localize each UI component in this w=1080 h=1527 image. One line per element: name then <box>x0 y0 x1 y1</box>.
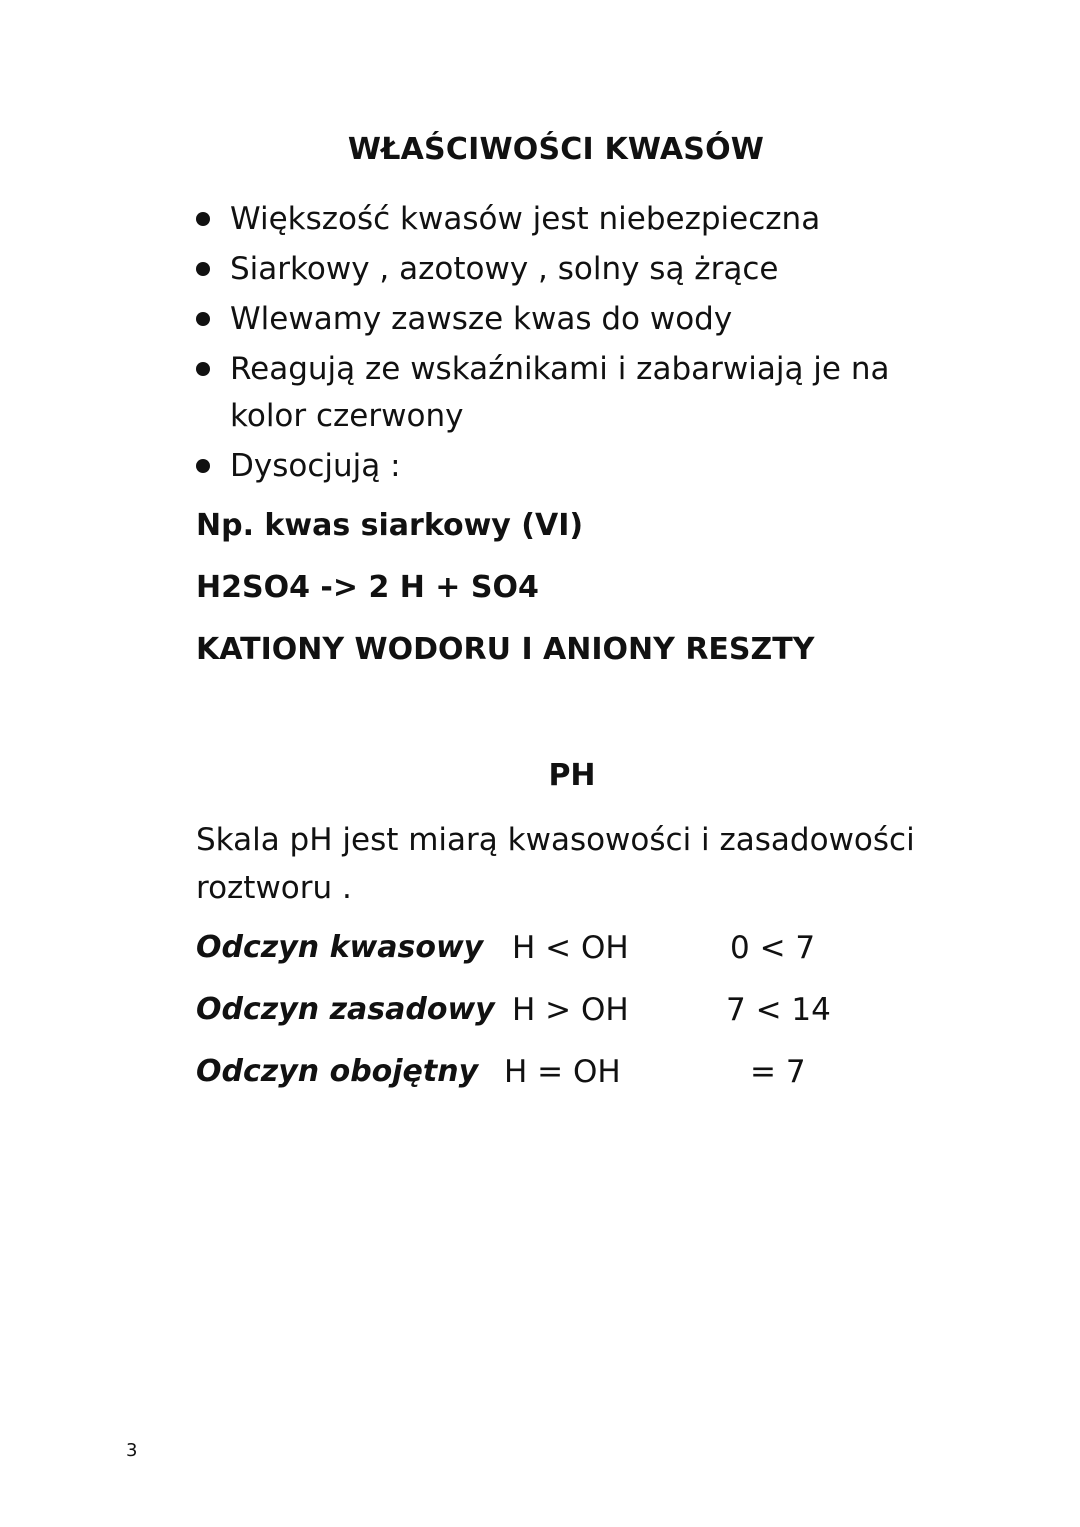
example-label: Np. kwas siarkowy (VI) <box>196 508 584 543</box>
acid-properties-list <box>196 196 916 493</box>
reaction-range-acidic: 0 < 7 <box>730 930 816 966</box>
reaction-range-basic: 7 < 14 <box>726 992 831 1028</box>
list-item-text: Większość kwasów jest niebezpieczna <box>230 201 821 237</box>
bullet-icon <box>196 262 210 276</box>
list-item-text: Dysocjują : <box>230 448 401 484</box>
page-number: 3 <box>126 1440 138 1461</box>
list-item <box>196 246 916 293</box>
reaction-label-neutral: Odczyn obojętny <box>196 1054 479 1089</box>
bullet-icon <box>196 212 210 226</box>
list-item <box>196 443 916 490</box>
bullet-icon <box>196 459 210 473</box>
ions-note: KATIONY WODORU I ANIONY RESZTY <box>196 632 815 667</box>
ph-description: Skala pH jest miarą kwasowości i zasadowości roztworu . <box>196 822 915 906</box>
bullet-icon <box>196 362 210 376</box>
ph-section-title: PH <box>548 758 596 793</box>
reaction-relation-neutral: H = OH <box>504 1054 621 1090</box>
reaction-relation-basic: H > OH <box>512 992 629 1028</box>
list-item-text: Wlewamy zawsze kwas do wody <box>230 301 733 337</box>
list-item <box>196 296 916 343</box>
reaction-range-neutral: = 7 <box>750 1054 806 1090</box>
reaction-label-basic: Odczyn zasadowy <box>196 992 495 1027</box>
list-item-text: Siarkowy , azotowy , solny są żrące <box>230 251 779 287</box>
reaction-label-acidic: Odczyn kwasowy <box>196 930 484 965</box>
list-item <box>196 196 916 243</box>
list-item <box>196 346 916 440</box>
page-title: WŁAŚCIWOŚCI KWASÓW <box>347 132 765 167</box>
list-item-text: Reagują ze wskaźnikami i zabarwiają je na kolor czerwony <box>230 351 890 434</box>
bullet-icon <box>196 312 210 326</box>
dissociation-equation: H2SO4 -> 2 H + SO4 <box>196 570 539 605</box>
reaction-relation-acidic: H < OH <box>512 930 629 966</box>
